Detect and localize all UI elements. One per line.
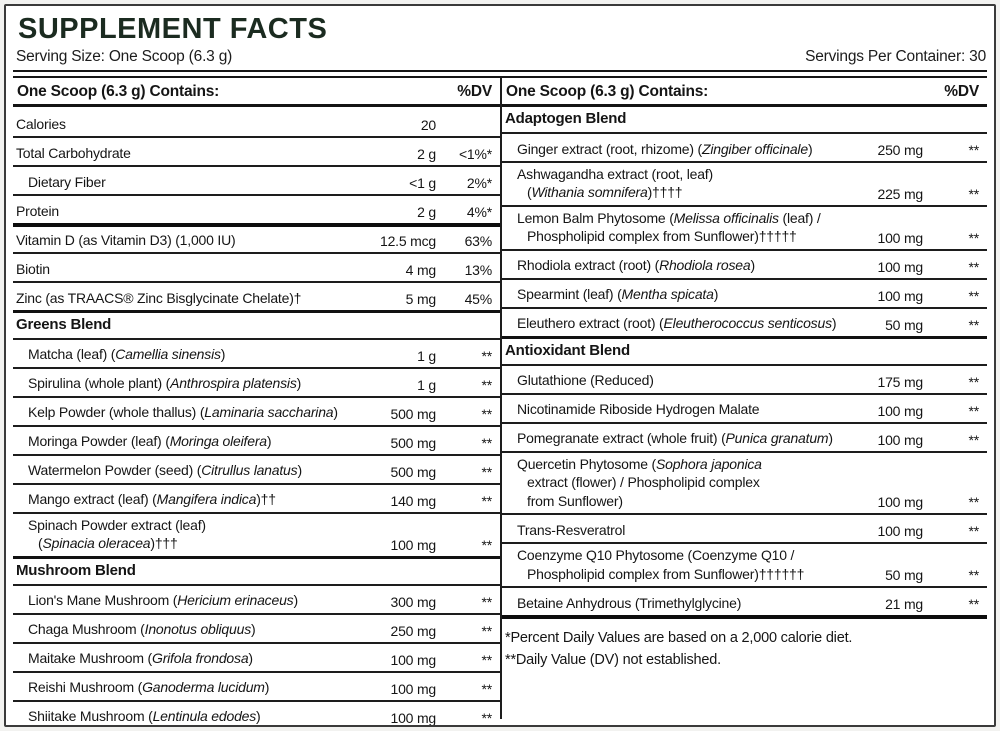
- ingredient-name: Spirulina (whole plant) (Anthrospira platensis): [28, 375, 302, 392]
- amount-value: 500 mg: [390, 434, 436, 451]
- ingredient-name: Biotin: [16, 260, 50, 277]
- supplement-facts-label: [4, 4, 996, 727]
- daily-value: **: [481, 434, 492, 451]
- amount-value: 100 mg: [390, 680, 436, 697]
- amount-value: <1 g: [409, 175, 436, 191]
- daily-value: **: [481, 709, 492, 726]
- ingredient-name: Vitamin D (as Vitamin D3) (1,000 IU): [16, 231, 236, 248]
- daily-value: **: [968, 567, 979, 584]
- ingredient-name: Lion's Mane Mushroom (Hericium erinaceus): [28, 592, 298, 609]
- ingredient-name: Moringa Powder (leaf) (Moringa oleifera): [28, 433, 272, 450]
- amount-value: 100 mg: [390, 536, 436, 553]
- ingredient-name: Trans-Resveratrol: [517, 521, 626, 538]
- amount-value: 225 mg: [877, 185, 923, 202]
- ingredient-row: [502, 586, 987, 615]
- daily-value: **: [481, 405, 492, 422]
- ingredient-row: [502, 278, 987, 307]
- ingredient-name: Glutathione (Reduced): [517, 372, 654, 389]
- dv-header: %DV: [944, 83, 979, 100]
- amount-value: 2 g: [417, 146, 436, 162]
- amount-value: 250 mg: [390, 622, 436, 639]
- ingredient-name: Lemon Balm Phytosome (Melissa officinalis (leaf) / Phospholipid complex from Sunflower)†††††: [517, 209, 821, 245]
- daily-value: **: [481, 651, 492, 668]
- footnote-line: *Percent Daily Values are based on a 2,000 calorie diet.: [505, 630, 853, 647]
- amount-value: 175 mg: [877, 373, 923, 390]
- amount-value: 50 mg: [885, 316, 923, 333]
- column-header-right: [502, 78, 987, 107]
- daily-value: **: [968, 185, 979, 202]
- serving-size-text: Serving Size: One Scoop (6.3 g): [16, 48, 233, 65]
- amount-value: 100 mg: [877, 402, 923, 419]
- ingredient-row: [502, 307, 987, 336]
- section-header-row: [502, 336, 987, 364]
- page-title: SUPPLEMENT FACTS: [18, 13, 328, 45]
- ingredient-name: Protein: [16, 202, 59, 219]
- serving-divider-rule: [13, 70, 987, 78]
- daily-value: **: [481, 463, 492, 480]
- ingredient-row: [13, 700, 500, 727]
- ingredient-name: Nicotinamide Riboside Hydrogen Malate: [517, 401, 760, 418]
- ingredient-row: [502, 161, 987, 205]
- ingredient-row: [502, 513, 987, 542]
- amount-value: 100 mg: [877, 523, 923, 540]
- ingredient-row: [13, 642, 500, 671]
- amount-value: 100 mg: [390, 651, 436, 668]
- amount-value: 500 mg: [390, 463, 436, 480]
- ingredient-name: Chaga Mushroom (Inonotus obliquus): [28, 621, 256, 638]
- ingredient-name: Matcha (leaf) (Camellia sinensis): [28, 346, 226, 363]
- ingredient-row: [13, 425, 500, 454]
- daily-value: **: [481, 376, 492, 393]
- daily-value: <1%*: [458, 146, 492, 162]
- amount-value: 500 mg: [390, 405, 436, 422]
- amount-value: 1 g: [417, 376, 436, 393]
- ingredient-name: Greens Blend: [16, 316, 112, 333]
- daily-value: **: [968, 316, 979, 333]
- section-header-row: [13, 310, 500, 338]
- ingredient-row: [13, 512, 500, 556]
- ingredient-name: Zinc (as TRAACS® Zinc Bisglycinate Chelate)†: [16, 289, 302, 306]
- ingredient-name: Shiitake Mushroom (Lentinula edodes): [28, 708, 261, 725]
- ingredient-rows-right: [502, 107, 987, 615]
- daily-value: **: [968, 229, 979, 246]
- amount-value: 100 mg: [877, 494, 923, 511]
- daily-value: **: [968, 287, 979, 304]
- section-header-row: [502, 107, 987, 132]
- daily-value: **: [481, 680, 492, 697]
- amount-value: 50 mg: [885, 567, 923, 584]
- ingredient-row: [13, 396, 500, 425]
- amount-value: 4 mg: [405, 262, 436, 278]
- ingredient-row: [13, 483, 500, 512]
- ingredient-name: Total Carbohydrate: [16, 144, 131, 161]
- ingredient-row: [13, 613, 500, 642]
- ingredient-row: [502, 422, 987, 451]
- ingredient-name: Mango extract (leaf) (Mangifera indica)††: [28, 491, 276, 508]
- amount-value: 100 mg: [877, 258, 923, 275]
- daily-value: 45%: [464, 291, 492, 307]
- ingredient-row: [502, 542, 987, 586]
- servings-per-container-text: Servings Per Container: 30: [805, 48, 986, 65]
- amount-value: 1 g: [417, 347, 436, 364]
- ingredient-name: Coenzyme Q10 Phytosome (Coenzyme Q10 / Phospholipid complex from Sunflower)††††††: [517, 547, 805, 582]
- ingredient-row: [502, 205, 987, 249]
- amount-value: 100 mg: [877, 229, 923, 246]
- ingredient-name: Calories: [16, 115, 66, 132]
- ingredient-name: Rhodiola extract (root) (Rhodiola rosea): [517, 257, 755, 274]
- amount-value: 21 mg: [885, 596, 923, 613]
- ingredient-name: Eleuthero extract (root) (Eleutherococcus senticosus): [517, 315, 837, 332]
- ingredient-row: [13, 367, 500, 396]
- daily-value: **: [481, 492, 492, 509]
- column-header-left: [13, 78, 500, 107]
- dv-header: %DV: [457, 83, 492, 100]
- ingredient-row: [502, 364, 987, 393]
- amount-value: 2 g: [417, 204, 436, 220]
- daily-value: **: [968, 142, 979, 158]
- ingredient-name: Ashwagandha extract (root, leaf) (Withania somnifera)††††: [517, 166, 713, 201]
- serving-info-row: [6, 47, 994, 70]
- contains-label: One Scoop (6.3 g) Contains:: [506, 83, 709, 100]
- section-header-row: [13, 556, 500, 584]
- ingredient-row: [13, 194, 500, 223]
- daily-value: **: [481, 347, 492, 364]
- amount-value: 12.5 mcg: [380, 233, 436, 249]
- ingredient-row: [13, 252, 500, 281]
- daily-value: 2%*: [466, 175, 492, 191]
- footnote-line: **Daily Value (DV) not established.: [505, 651, 721, 668]
- facts-columns: [13, 78, 987, 726]
- daily-value: 13%: [464, 262, 492, 278]
- ingredient-row: [13, 454, 500, 483]
- ingredient-row: [13, 165, 500, 194]
- ingredient-name: Antioxidant Blend: [505, 341, 630, 359]
- facts-column-left: [13, 78, 500, 726]
- ingredient-name: Spearmint (leaf) (Mentha spicata): [517, 286, 719, 303]
- daily-value: 63%: [464, 233, 492, 249]
- daily-value: **: [968, 373, 979, 390]
- ingredient-name: Betaine Anhydrous (Trimethylglycine): [517, 594, 742, 611]
- ingredient-row: [502, 451, 987, 513]
- ingredient-name: Adaptogen Blend: [505, 110, 627, 128]
- ingredient-row: [13, 671, 500, 700]
- daily-value: **: [968, 596, 979, 613]
- ingredient-name: Mushroom Blend: [16, 561, 136, 579]
- ingredient-row: [13, 136, 500, 165]
- daily-value: **: [968, 402, 979, 419]
- ingredient-rows-left: [13, 107, 500, 727]
- ingredient-row: [502, 132, 987, 161]
- amount-value: 100 mg: [877, 431, 923, 448]
- ingredient-name: Pomegranate extract (whole fruit) (Punica granatum): [517, 430, 833, 447]
- daily-value: **: [968, 494, 979, 511]
- contains-label: One Scoop (6.3 g) Contains:: [17, 83, 220, 100]
- ingredient-name: Dietary Fiber: [28, 173, 106, 190]
- ingredient-name: Kelp Powder (whole thallus) (Laminaria saccharina): [28, 404, 338, 421]
- footnotes: [502, 615, 987, 676]
- daily-value: 4%*: [466, 204, 492, 220]
- ingredient-name: Ginger extract (root, rhizome) (Zingiber officinale): [517, 140, 813, 157]
- ingredient-row: [13, 338, 500, 367]
- amount-value: 5 mg: [405, 291, 436, 307]
- daily-value: **: [968, 431, 979, 448]
- facts-column-right: [500, 78, 987, 719]
- ingredient-row: [502, 393, 987, 422]
- ingredient-row: [13, 584, 500, 613]
- ingredient-name: Quercetin Phytosome (Sophora japonica extract (flower) / Phospholipid complex from Sunflower): [517, 455, 762, 509]
- ingredient-name: Watermelon Powder (seed) (Citrullus lanatus): [28, 462, 302, 479]
- ingredient-row: [13, 107, 500, 136]
- ingredient-name: Reishi Mushroom (Ganoderma lucidum): [28, 679, 270, 696]
- ingredient-row: [13, 223, 500, 252]
- daily-value: **: [481, 593, 492, 610]
- amount-value: 250 mg: [877, 142, 923, 158]
- daily-value: **: [481, 622, 492, 639]
- amount-value: 300 mg: [390, 593, 436, 610]
- ingredient-row: [502, 249, 987, 278]
- ingredient-row: [13, 281, 500, 310]
- amount-value: 140 mg: [390, 492, 436, 509]
- ingredient-name: Spinach Powder extract (leaf) (Spinacia oleracea)†††: [28, 516, 206, 552]
- daily-value: **: [481, 536, 492, 553]
- daily-value: **: [968, 258, 979, 275]
- daily-value: **: [968, 523, 979, 540]
- ingredient-name: Maitake Mushroom (Grifola frondosa): [28, 650, 253, 667]
- amount-value: 20: [420, 117, 436, 133]
- amount-value: 100 mg: [390, 709, 436, 726]
- amount-value: 100 mg: [877, 287, 923, 304]
